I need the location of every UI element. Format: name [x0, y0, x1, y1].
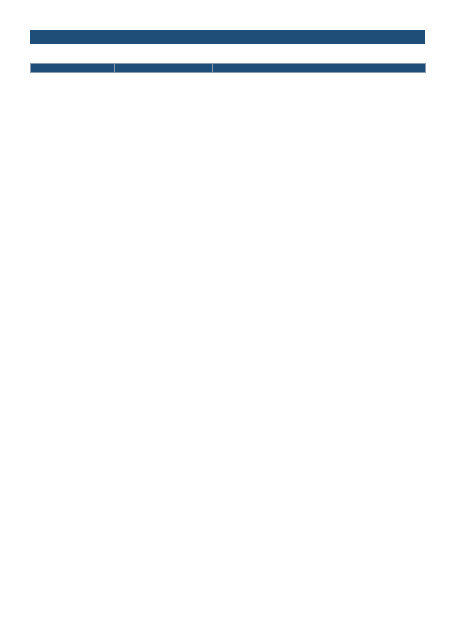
table-header-row	[31, 64, 426, 73]
admission-table	[30, 63, 426, 73]
column-header-department	[115, 64, 213, 73]
column-header-method	[31, 64, 115, 73]
page-title-bar	[30, 30, 425, 44]
column-header-subjects	[213, 64, 426, 73]
